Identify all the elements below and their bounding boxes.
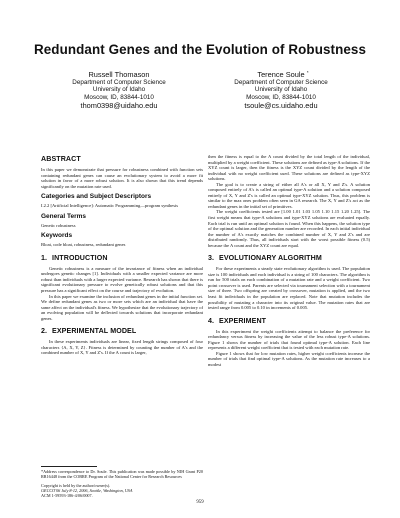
footnote-rule	[41, 466, 97, 467]
general-terms-text: Genetic robustness	[41, 222, 76, 228]
model-paragraph-2: then the fitness is equal to the A count divided by the total length of the individual, multiplied by a weight coefficient. These solutions are defined as type-A solutions. If the XYZ count is larger, then the fitness is the XYZ count divided by the length of the individual with no weight coefficient used. These solutions are defined as type-XYZ solutions.	[208, 154, 370, 182]
model-paragraph-4: The weight coefficients tested are [1.00 1.01 1.03 1.05 1.10 1.15 1.20 1.25]. The first weight means that type-A solutions and type-XYZ solutions are evaluated equally. Each trial is run until an optimal solution is found. When this happens, the solution type of the optimal solution and the generation number are recorded. In each initial individual the number of A's exactly matches the combined number of X, Y and Z's and are distributed randomly. Thus, all individuals start with the worst possible fitness (0.5) because the A count and the XYZ count are equal.	[208, 209, 370, 248]
author-department: Department of Computer Science	[234, 79, 328, 86]
section-heading-experimental-model: 2. EXPERIMENTAL MODEL	[41, 327, 137, 336]
abstract-text: In this paper we demonstrate that pressure for robustness combined with function sets containing redundant genes can cause an evolutionary system to avoid a more fit solution in favor of a more robust solution. It is also shown that this trend depends significantly on the mutation rate used.	[41, 167, 203, 189]
experiment-paragraph-2: Figure 1 shows that for low mutation rates, higher weight coefficients increase the number of trials that find optimal type-A solutions. As the mutation rate increases to a modest	[208, 350, 370, 367]
footnote-mark: *	[306, 70, 309, 75]
author-email: tsoule@cs.uidaho.edu	[244, 101, 318, 111]
author-name: Terence Soule	[257, 70, 305, 79]
intro-paragraph-2: In this paper we examine the inclusion of redundant genes in the initial function set. We define redundant genes as two or more sets which are an individual that have the same affect on the individual's fitness. We hypothesize that the evolutionary trajectory of an evolving population will be deflected towards solutions that incorporate redundant genes.	[41, 293, 203, 321]
keywords-text: Bloat, code bloat, robustness, redundant genes	[41, 242, 126, 248]
author-department: Department of Computer Science	[72, 79, 166, 86]
algorithm-paragraph-1: For these experiments a steady state evolutionary algorithm is used. The population size is 100 individuals and each individual is a string of 100 characters. The algorithm is run for 500 trials on each combination of a mutation rate and a weight coefficient. Two point crossover is used. Parents are selected via tournament selection with a tournament size of three. Two offspring are created by crossover, mutation is applied, and the two least fit individuals in the population are replaced. Note that mutation includes the possibility of mutating a character into its original value. The mutation rates that are tested range from 0.005 to 0.10 in increments of 0.005.	[208, 266, 370, 311]
section-heading-introduction: 1. INTRODUCTION	[41, 253, 108, 262]
intro-paragraph-1: Genetic robustness is a measure of the invariance of fitness when an individual undergoes genetic changes [1]. Individuals with a smaller expected variance are more robust than individuals with a larger expected variance. Research has shown that there is significant evolutionary pressure to evolve genetically robust solutions and that this pressure has a significant effect on the course and trajectory of evolution.	[41, 265, 203, 294]
page-number: 959	[196, 500, 204, 505]
copyright-notice: Copyright is held by the author/owner(s). GECCO'06 July 8-12, 2006, Seattle, Washington, USA ACM 1-59593-186-4/06/0007.	[41, 483, 133, 499]
author-location: Moscow, ID, 83844-1010	[246, 93, 316, 101]
right-column	[208, 154, 370, 368]
abstract-heading: ABSTRACT	[41, 155, 81, 163]
paper-title: Redundant Genes and the Evolution of Robustness	[33, 42, 367, 57]
model-paragraph-3: The goal is to create a string of either all A's or all X, Y and Z's. A solution composed entirely of A's is called an optimal type-A solution and a solution composed entirely of X, Y and Z's is called an optimal type-XYZ solution. Thus, this problem is similar to the max ones problem often seen in GA research. The X, Y and Z's act as the redundant genes in the initial set of primitives.	[208, 181, 370, 209]
categories-heading: Categories and Subject Descriptors	[41, 193, 152, 201]
author-block-2	[201, 70, 361, 110]
section-heading-experiment: 4. EXPERIMENT	[208, 316, 267, 325]
author-email: thom0398@uidaho.edu	[80, 101, 158, 111]
author-university: University of Idaho	[254, 86, 308, 94]
footnote-text: *Address correspondence to Dr. Soule. This publication was made possible by NIH Grant P20 RR16448 from the COBRE Program of the National Center for Research Resources	[41, 469, 203, 480]
author-university: University of Idaho	[92, 86, 146, 94]
section-heading-evolutionary-algorithm: 3. EVOLUTIONARY ALGORITHM	[208, 254, 322, 263]
author-location: Moscow, ID, 83844-1010	[84, 93, 154, 101]
left-column	[41, 154, 203, 356]
experiment-paragraph-1: In this experiment the weight coefficients attempt to balance the preference for redundancy versus fitness by increasing the value of the less robust type-A solutions. Figure 1 shows the number of trials that found optimal type-A solution. Each line represents a different weight coefficient that is tested with each mutation rate.	[208, 328, 370, 351]
author-block-1	[39, 70, 199, 110]
general-terms-heading: General Terms	[41, 212, 87, 220]
categories-text: I.2.2 [Artificial Intelligence]: Automatic Programming—program synthesis	[41, 203, 179, 209]
footnotes	[41, 466, 203, 498]
model-paragraph-1: In these experiments individuals are linear, fixed length strings composed of four characters {A, X, Y, Z}. Fitness is determined by counting the number of A's and the combined number of X, Y and Z's. If the A count is larger,	[41, 339, 203, 356]
author-name: Russell Thomason	[88, 70, 150, 79]
keywords-heading: Keywords	[41, 232, 73, 240]
